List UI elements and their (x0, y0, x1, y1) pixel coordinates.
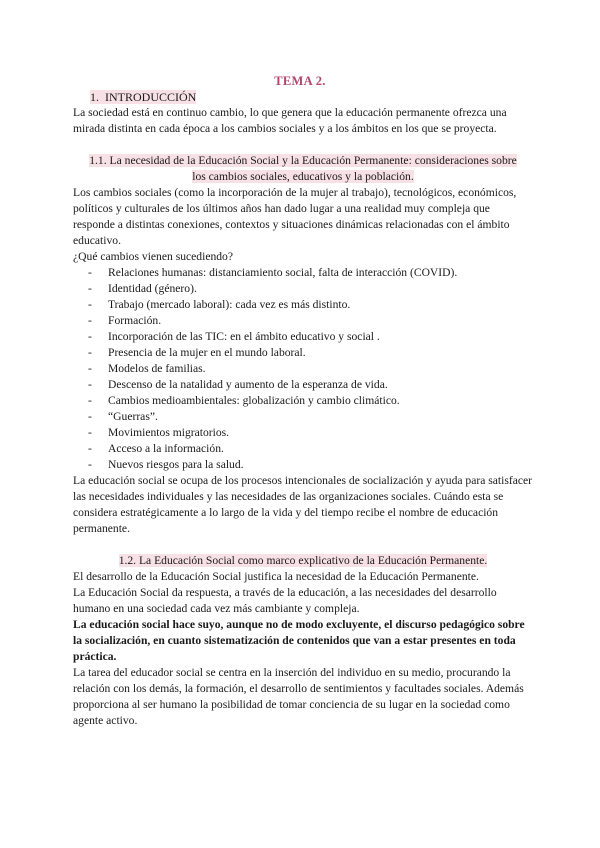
list-item: - Modelos de familias. (88, 362, 206, 375)
list-item: - Incorporación de las TIC: en el ámbito educativo y social . (88, 330, 380, 343)
subsection-heading-line-2: los cambios sociales, educativos y la población. (192, 170, 414, 183)
subsection-heading-line-1: 1.1. La necesidad de la Educación Social y la Educación Permanente: consideraciones sobre (89, 154, 517, 167)
list-item: - Nuevos riesgos para la salud. (88, 458, 244, 471)
section-number: 1. (90, 90, 99, 104)
list-item: - Movimientos migratorios. (88, 426, 230, 439)
list-item: - Formación. (88, 314, 162, 327)
paragraph-response: La Educación Social da respuesta, a través de la educación, a las necesidades del desarrollo humano en una sociedad cada vez más cambiante y compleja. (73, 586, 497, 615)
changes-question: ¿Qué cambios vienen sucediendo? (73, 250, 233, 263)
subsection-heading-1-1 (73, 153, 533, 185)
section-heading-introduccion (90, 89, 196, 105)
list-item: - Identidad (género). (88, 282, 197, 295)
list-item: - “Guerras”. (88, 410, 158, 423)
subsection-heading-1-2: 1.2. La Educación Social como marco explicativo de la Educación Permanente. (118, 554, 488, 567)
list-item: - Trabajo (mercado laboral): cada vez es más distinto. (88, 298, 351, 311)
list-item: - Presencia de la mujer en el mundo laboral. (88, 346, 306, 359)
changes-list (88, 265, 457, 473)
changes-paragraph: Los cambios sociales (como la incorporación de la mujer al trabajo), tecnológicos, económicos, políticos y culturales de los últimos años han dado lugar a una realidad muy compleja que responde a distintas conexiones, contextos y situaciones dinámicas relacionadas con el ámbito educativo. (73, 186, 517, 247)
list-item: - Descenso de la natalidad y aumento de la esperanza de vida. (88, 378, 388, 391)
paragraph-development: El desarrollo de la Educación Social justifica la necesidad de la Educación Permanente. (73, 570, 479, 583)
social-education-paragraph: La educación social se ocupa de los procesos intencionales de socialización y ayuda para satisfacer las necesidades individuales y las necesidades de las organizaciones sociales. Cuándo esta se considera estratégicamente a lo largo de la vida y del tiempo recibe el nombre de educación permanente. (73, 474, 533, 535)
section-title: INTRODUCCIÓN (105, 90, 197, 104)
list-item: - Relaciones humanas: distanciamiento social, falta de interacción (COVID). (88, 266, 458, 279)
paragraph-bold-socialization: La educación social hace suyo, aunque no de modo excluyente, el discurso pedagógico sobre la socialización, en cuanto sistematización de contenidos que van a estar presentes en toda práctica. (73, 618, 525, 663)
document-title: TEMA 2. (274, 74, 326, 88)
list-item: - Cambios medioambientales: globalización y cambio climático. (88, 394, 400, 407)
paragraph-educator-task: La tarea del educador social se centra en la inserción del individuo en su medio, procurando la relación con los demás, la formación, el desarrollo de sentimientos y facultades sociales. Además proporciona al ser humano la posibilidad de tomar conciencia de su lugar en la sociedad como agente activo. (73, 666, 524, 727)
list-item: - Acceso a la información. (88, 442, 224, 455)
intro-paragraph: La sociedad está en continuo cambio, lo que genera que la educación permanente ofrezca una mirada distinta en cada época a los cambios sociales y a los ámbitos en los que se proyecta. (73, 106, 507, 135)
